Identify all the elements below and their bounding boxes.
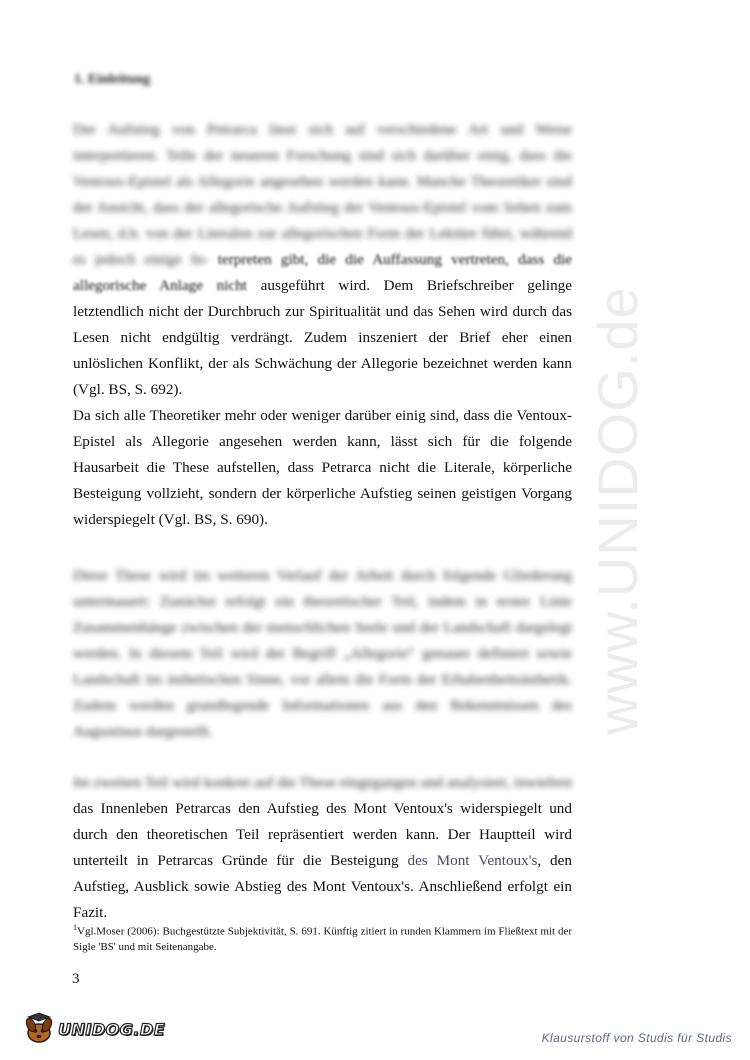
- paragraph-2: Da sich alle Theoretiker mehr oder weniger darüber einig sind, dass die Ventoux-Epistel als Allegorie angesehen werden kann, lässt sich für die folgende Hausarbeit die These aufstellen, dass Petrarca nicht die Literale, körperliche Besteigung vollzieht, sondern der körperliche Aufstieg seinen geistigen Vorgang widerspiegelt (Vgl. BS, S. 690).: [73, 407, 572, 528]
- paragraph-1: [73, 117, 572, 403]
- paragraph-4-clear-text-b: , den Aufstieg, Ausblick sowie Abstieg des Mont Ventoux's. Anschließend erfolgt ein Fazit.: [73, 852, 572, 921]
- footnote-text: Vgl.Moser (2006): Buchgestützte Subjektivität, S. 691. Künftig zitiert in runden Klammern im Fließtext mit der Sigle 'BS' und mit Seitenangabe.: [73, 925, 572, 953]
- dog-icon: [22, 1012, 56, 1046]
- watermark: www.UNIDOG.de: [586, 286, 649, 735]
- paragraph-4-clear-text-a: das Innenleben Petrarcas den Aufstieg des Mont Ventoux's widerspiegelt und durch den theoretischen Teil repräsentiert werden kann. Der Hauptteil wird unterteilt in Petrarcas Gründe für die Besteigung: [73, 800, 572, 869]
- paragraph-4-blurred-text: Im zweiten Teil wird konkret auf die These eingegangen und analysiert, inwiefern: [73, 774, 572, 791]
- paragraph-1-clear-text: ausgeführt wird. Dem Briefschreiber gelinge letztendlich nicht der Durchbruch zur Spiritualität und das Sehen wird durch das Lesen nicht endgültig verdrängt. Zudem inszeniert der Brief eher einen unlöslichen Konflikt, der als Schwächung der Allegorie bezeichnet werden kann (Vgl. BS, S. 692).: [73, 277, 573, 398]
- paragraph-1-partial-text: terpreten gibt, die die Auffassung vertreten, dass die allegorische Anlage nicht: [73, 251, 573, 294]
- logo-text: UNIDOG.DE: [58, 1019, 166, 1039]
- footnote: [73, 920, 572, 955]
- section-heading: 1. Einleitung: [74, 72, 151, 87]
- page-number: 3: [72, 971, 80, 987]
- footer-tagline: Klausurstoff von Studis für Studis: [541, 1031, 732, 1045]
- paragraph-4-highlight: des Mont Ventoux's: [407, 852, 538, 869]
- paragraph-1-blurred-text: Der Aufstieg von Petrarca lässt sich auf verschiedene Art und Weise interpretieren. Teile der neueren Forschung sind sich darüber einig, dass die Ventoux-Epistel als Allegorie angesehen werden kann. Manche Theoretiker sind der Ansicht, dass der allegorische Aufstieg der Ventoux-Epistel vom Sehen zum Lesen, d.h. von der Literalen zur allegorischen Form der Lektüre führt, während es jedoch einige In-: [73, 121, 572, 268]
- paragraph-4: [73, 770, 572, 926]
- footnote-marker: 1: [73, 923, 77, 932]
- unidog-logo[interactable]: [22, 1012, 165, 1046]
- paragraph-3-blurred: Diese These wird im weiteren Verlauf der Arbeit durch folgende Gliederung untermauert: Zunächst erfolgt ein theoretischer Teil, indem in erster Linie Zusammenhänge zwischen der menschlichen Seele und der Landschaft dargelegt werden. In diesem Teil wird der Begriff „Allegorie“ genauer definiert sowie Landschaft im ästhetischen Sinne, vor allem die Form der Erhabenheitsästhetik. Zudem werden grundlegende Informationen aus den Bekenntnissen des Augustinus dargestellt.: [73, 567, 572, 740]
